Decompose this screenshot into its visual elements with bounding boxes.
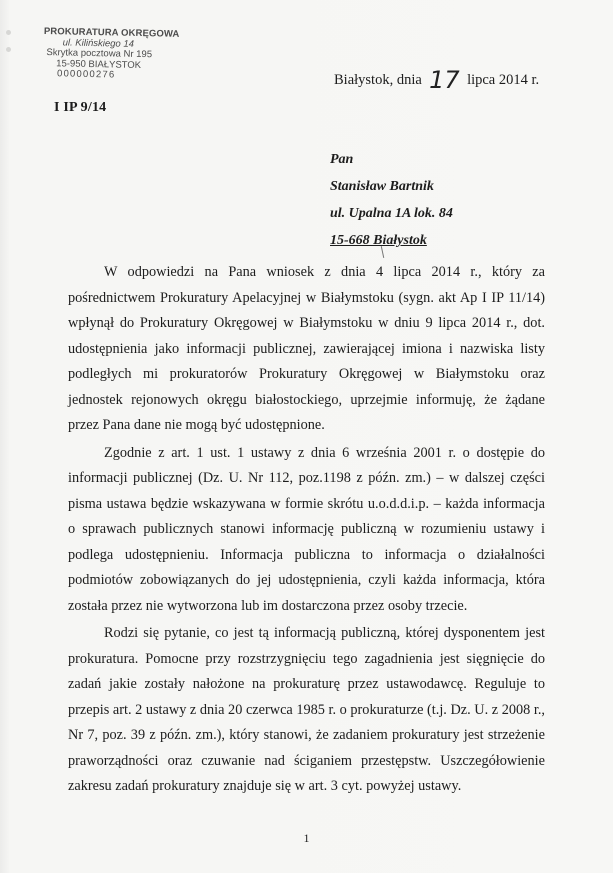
page-number: 1 — [303, 831, 310, 845]
date-suffix: lipca 2014 r. — [467, 72, 540, 88]
punch-hole-mark — [6, 30, 11, 35]
addressee-postal-city: 15-668 Białystok — [330, 233, 427, 248]
stamp-city: 15-950 BIAŁYSTOK — [56, 57, 142, 71]
date-day-handwritten: 17 — [429, 66, 460, 94]
stamp-number: 000000276 — [56, 68, 116, 81]
letter-body — [68, 260, 545, 800]
stamp-office-name: PROKURATURA OKRĘGOWA — [43, 26, 180, 40]
addressee-name: Stanisław Bartnik — [330, 179, 434, 194]
body-paragraph: Zgodnie z art. 1 ust. 1 ustawy z dnia 6 września 2001 r. o dostępie do informacji publicznej (Dz. U. Nr 112, poz.1198 z późn. zm.) – w dalszej części pisma ustawa będzie wskazywana w formie skrótu u.o.d.d.i.p. – każda informacja o sprawach publicznych stanowi informację publiczną w rozumieniu ustawy i podlega udostępnieniu. Informacja publiczna to informacja o działalności podmiotów zobowiązanych do jej udostępnienia, czyli każda informacja, która została przez nie wytworzona lub im dostarczona przez osoby trzecie. — [68, 444, 545, 614]
body-paragraph: Rodzi się pytanie, co jest tą informacją publiczną, której dysponentem jest prokuratura. Pomocne przy rozstrzygnięciu tego zagadnienia jest sięgnięcie do zadań jakie zostały nałożone na prokuraturę przez ustawodawcę. Reguluje to przepis art. 2 ustawy z dnia 20 czerwca 1985 r. o prokuraturze (t.j. Dz. U. z 2008 r., Nr 7, poz. 39 z późn. zm.), który stanowi, że zadaniem prokuratury jest strzeżenie praworządności oraz czuwanie nad ściganiem przestępstw. Uszczegółowienie zakresu zadań prokuratury znajduje się w art. 3 cyt. powyżej ustawy. — [68, 625, 545, 794]
stamp-street: ul. Kilińskiego 14 — [62, 36, 135, 50]
addressee-street: ul. Upalna 1A lok. 84 — [330, 206, 453, 221]
addressee-block — [330, 146, 453, 254]
stamp-po-box: Skrytka pocztowa Nr 195 — [46, 47, 153, 61]
punch-hole-mark — [6, 47, 11, 52]
case-reference: I IP 9/14 — [54, 100, 107, 115]
office-stamp — [43, 27, 204, 83]
addressee-salutation: Pan — [330, 152, 354, 167]
letter-date — [334, 62, 540, 94]
body-paragraph: W odpowiedzi na Pana wniosek z dnia 4 lipca 2014 r., który za pośrednictwem Prokuratury Apelacyjnej w Białymstoku (sygn. akt Ap I IP 11/14) wpłynął do Prokuratury Okręgowej w Białymstoku w dniu 9 lipca 2014 r., dot. udostępnienia jako informacji publicznej, zawierającej imiona i nazwiska listy podległych mi prokuratorów Prokuratury Okręgowej w Białymstoku oraz jednostek rejonowych okręgu białostockiego, uprzejmie informuję, że żądane przez Pana dane nie mogą być udostępnione. — [68, 264, 545, 433]
date-prefix: Białystok, dnia — [334, 72, 422, 88]
